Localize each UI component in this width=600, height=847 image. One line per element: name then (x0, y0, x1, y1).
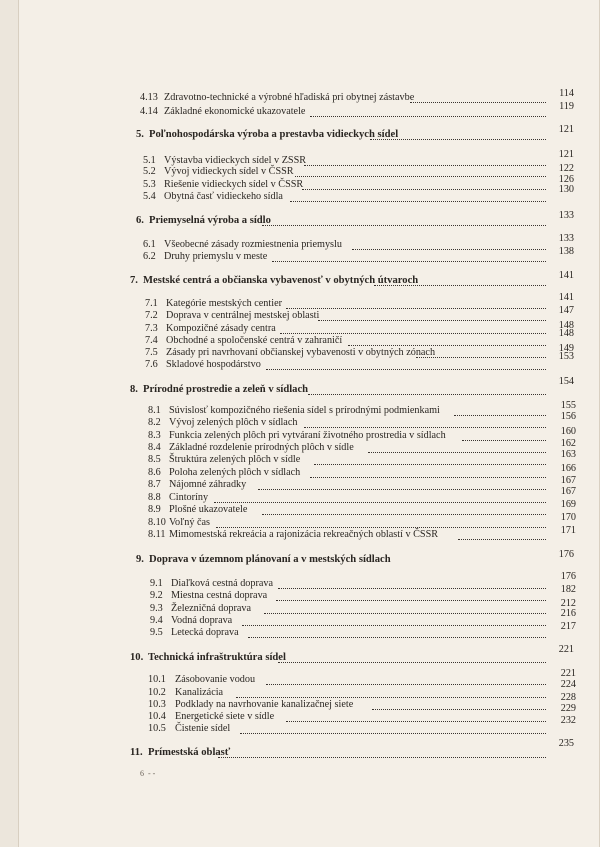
toc-dot-leader (295, 170, 546, 177)
toc-entry-title: Vodná doprava (171, 615, 233, 626)
toc-dot-leader (372, 703, 546, 710)
toc-entry-page: 133 (558, 233, 574, 244)
toc-dot-leader (236, 691, 546, 698)
toc-chapter-row (18, 738, 600, 760)
toc-dot-leader (416, 351, 546, 358)
toc-entry-number: 8.4 (148, 442, 161, 453)
page-number (136, 765, 155, 781)
toc-dot-leader (352, 243, 546, 250)
toc-entry-number: 10.1 (148, 674, 166, 685)
toc-entry-number: 11. (130, 747, 143, 758)
toc-entry-title: Kompozičné zásady centra (166, 323, 276, 334)
toc-entry-title: Železničná doprava (171, 603, 252, 614)
toc-entry-title: Mestské centrá a občianska vybavenosť v obytných útvaroch (143, 275, 419, 286)
toc-entry-title: Poľnohospodárska výroba a prestavba vidieckych sídel (149, 129, 399, 140)
toc-entry-page: 228 (560, 692, 576, 703)
toc-entry-page: 171 (560, 525, 576, 536)
toc-entry-page: 155 (560, 400, 576, 411)
toc-entry-page: 153 (558, 351, 574, 362)
toc-entry-number: 6.2 (143, 251, 156, 262)
toc-section-row (18, 499, 600, 517)
toc-entry-page: 149 (558, 343, 574, 354)
toc-entry-page: 154 (558, 376, 574, 387)
toc-entry-page: 232 (560, 715, 576, 726)
toc-entry-title: Zdravotno-technické a výrobné hľadiská pri obytnej zástavbe (164, 92, 415, 103)
book-page (18, 0, 600, 847)
toc-section-row (18, 305, 600, 323)
toc-entry-title: Všeobecné zásady rozmiestnenia priemyslu (164, 239, 342, 250)
toc-dot-leader (454, 409, 546, 416)
toc-dot-leader (272, 255, 546, 262)
toc-entry-title: Obchodné a spoločenské centrá v zahraničí (166, 335, 343, 346)
toc-entry-page: 141 (558, 292, 574, 303)
toc-chapter-row (18, 270, 600, 288)
toc-dot-leader (310, 110, 546, 117)
toc-entry-number: 9.2 (150, 590, 163, 601)
toc-entry-number: 8.5 (148, 454, 161, 465)
toc-section-row (18, 101, 600, 119)
toc-entry-page: 176 (558, 549, 574, 560)
toc-entry-page: 147 (558, 305, 574, 316)
toc-entry-number: 9. (136, 554, 144, 565)
toc-entry-page: 126 (558, 174, 574, 185)
toc-dot-leader (218, 751, 546, 758)
toc-dot-leader (266, 363, 546, 370)
toc-dot-leader (214, 496, 546, 503)
toc-entry-page: 176 (560, 571, 576, 582)
toc-entry-page: 148 (558, 328, 574, 339)
toc-entry-title: Mimomestská rekreácia a rajonizácia rekreačných oblastí v ČSSR (169, 529, 439, 540)
toc-entry-title: Nájomné záhradky (169, 479, 247, 490)
toc-entry-page: 217 (560, 621, 576, 632)
toc-entry-number: 4.14 (140, 106, 158, 117)
toc-entry-title: Doprava v územnom plánovaní a v mestských sídlach (149, 554, 391, 565)
toc-entry-title: Základné ekonomické ukazovatele (164, 106, 306, 117)
toc-entry-number: 8.9 (148, 504, 161, 515)
toc-entry-title: Energetické siete v sídle (175, 711, 275, 722)
toc-entry-page: 121 (558, 124, 574, 135)
toc-section-row (18, 449, 600, 467)
toc-entry-page: 130 (558, 184, 574, 195)
toc-entry-page: 221 (558, 644, 574, 655)
toc-entry-number: 6.1 (143, 239, 156, 250)
toc-dot-leader (290, 195, 546, 202)
toc-dot-leader (310, 471, 546, 478)
toc-entry-title: Prírodné prostredie a zeleň v sídlach (143, 384, 309, 395)
toc-entry-page: 229 (560, 703, 576, 714)
toc-entry-page: 235 (558, 738, 574, 749)
toc-section-row (18, 411, 600, 430)
toc-dot-leader (368, 446, 546, 453)
toc-entry-number: 9.4 (150, 615, 163, 626)
toc-section-row (18, 88, 600, 105)
toc-entry-number: 8.2 (148, 417, 161, 428)
toc-entry-title: Podklady na navrhovanie kanalizačnej siete (175, 699, 354, 710)
toc-dot-leader (304, 421, 546, 428)
toc-entry-number: 8.3 (148, 430, 161, 441)
toc-dot-leader (262, 508, 546, 515)
toc-entry-title: Priemyselná výroba a sídlo (149, 215, 271, 226)
toc-dot-leader (278, 656, 546, 663)
toc-entry-title: Riešenie vidieckych sídel v ČSSR (164, 179, 304, 190)
toc-chapter-row (18, 644, 600, 665)
toc-entry-number: 7.3 (145, 323, 158, 334)
toc-entry-page: 216 (560, 608, 576, 619)
toc-entry-number: 5.1 (143, 155, 156, 166)
toc-dot-leader (458, 533, 546, 540)
toc-section-row (18, 584, 600, 603)
toc-entry-number: 7.4 (145, 335, 158, 346)
toc-entry-number: 10. (130, 652, 144, 663)
toc-entry-title: Diaľková cestná doprava (171, 578, 274, 589)
toc-entry-number: 6. (136, 215, 144, 226)
toc-entry-title: Skladové hospodárstvo (166, 359, 261, 370)
toc-dot-leader (242, 619, 546, 626)
toc-entry-number: 8.10 (148, 517, 166, 528)
toc-entry-title: Zásady pri navrhovaní občianskej vybavenosti v obytných zónach (166, 347, 436, 358)
toc-entry-title: Výstavba vidieckych sídel v ZSSR (164, 155, 307, 166)
toc-entry-page: 141 (558, 270, 574, 281)
toc-entry-number: 9.1 (150, 578, 163, 589)
toc-entry-number: 9.5 (150, 627, 163, 638)
toc-dot-leader (266, 678, 546, 685)
toc-section-row (18, 668, 600, 687)
toc-chapter-row (18, 549, 600, 567)
toc-entry-number: 5.2 (143, 166, 156, 177)
toc-dot-leader (374, 279, 546, 286)
toc-entry-number: 10.5 (148, 723, 166, 734)
toc-dot-leader (262, 219, 546, 226)
toc-entry-page: 162 (560, 438, 576, 449)
toc-entry-title: Plošné ukazovatele (169, 504, 248, 515)
toc-entry-number: 7.1 (145, 298, 158, 309)
toc-entry-number: 8. (130, 384, 138, 395)
toc-entry-title: Voľný čas (169, 517, 211, 528)
toc-entry-number: 8.7 (148, 479, 161, 490)
toc-entry-number: 7.6 (145, 359, 158, 370)
toc-dot-leader (286, 302, 546, 309)
toc-entry-page: 122 (558, 163, 574, 174)
toc-entry-number: 7.2 (145, 310, 158, 321)
toc-dot-leader (410, 96, 546, 103)
toc-entry-number: 10.3 (148, 699, 166, 710)
toc-entry-title: Miestna cestná doprava (171, 590, 268, 601)
toc-chapter-row (18, 124, 600, 142)
toc-entry-number: 5.4 (143, 191, 156, 202)
toc-entry-page: 224 (560, 679, 576, 690)
toc-entry-number: 5. (136, 129, 144, 140)
toc-entry-number: 7.5 (145, 347, 158, 358)
toc-entry-page: 114 (559, 88, 574, 99)
toc-entry-page: 167 (560, 475, 576, 486)
toc-dot-leader (370, 133, 546, 140)
toc-dot-leader (258, 483, 546, 490)
toc-dot-leader (216, 521, 546, 528)
toc-dot-leader (240, 727, 546, 734)
toc-entry-page: 169 (560, 499, 576, 510)
toc-entry-number: 8.8 (148, 492, 161, 503)
page-number-mark: - - (148, 769, 156, 778)
toc-dot-leader (302, 183, 546, 190)
toc-entry-page: 163 (560, 449, 576, 460)
toc-entry-title: Prímestská oblasť (148, 747, 231, 758)
toc-dot-leader (276, 594, 546, 601)
toc-entry-number: 4.13 (140, 92, 158, 103)
toc-entry-page: 160 (560, 426, 576, 437)
toc-entry-number: 10.4 (148, 711, 166, 722)
toc-entry-page: 133 (558, 210, 574, 221)
toc-entry-number: 5.3 (143, 179, 156, 190)
toc-dot-leader (348, 339, 546, 346)
toc-entry-title: Čistenie sídel (175, 723, 231, 734)
toc-entry-number: 8.11 (148, 529, 166, 540)
toc-entry-title: Vývoj zelených plôch v sídlach (169, 417, 298, 428)
table-of-contents (18, 0, 600, 847)
toc-entry-title: Súvislosť kompozičného riešenia sídel s prírodnými podmienkami (169, 405, 440, 416)
toc-entry-title: Obytná časť vidieckeho sídla (164, 191, 283, 202)
toc-section-row (18, 475, 600, 492)
toc-section-row (18, 246, 600, 264)
toc-entry-page: 148 (558, 320, 574, 331)
toc-entry-title: Poloha zelených plôch v sídlach (169, 467, 301, 478)
toc-entry-page: 170 (560, 512, 576, 523)
toc-entry-title: Doprava v centrálnej mestskej oblasti (166, 310, 320, 321)
toc-entry-page: 212 (560, 598, 576, 609)
toc-section-row (18, 165, 600, 179)
toc-dot-leader (278, 582, 546, 589)
page-number-value: 6 (140, 769, 144, 778)
toc-entry-page: 138 (558, 246, 574, 257)
toc-dot-leader (248, 631, 546, 638)
toc-dot-leader (308, 388, 546, 395)
toc-entry-title: Funkcia zelených plôch pri vytváraní životného prostredia v sídlach (169, 430, 446, 441)
toc-entry-number: 8.6 (148, 467, 161, 478)
toc-entry-page: 166 (560, 463, 576, 474)
toc-section-row (18, 621, 600, 640)
toc-entry-number: 9.3 (150, 603, 163, 614)
toc-chapter-row (18, 376, 600, 397)
toc-dot-leader (286, 715, 546, 722)
toc-entry-title: Technická infraštruktúra sídel (148, 652, 286, 663)
toc-entry-page: 221 (560, 668, 576, 679)
toc-entry-title: Kanalizácia (175, 687, 224, 698)
toc-entry-title: Kategórie mestských centier (166, 298, 282, 309)
toc-entry-number: 7. (130, 275, 138, 286)
toc-entry-title: Letecká doprava (171, 627, 239, 638)
toc-dot-leader (280, 327, 546, 334)
toc-entry-title: Zásobovanie vodou (175, 674, 256, 685)
toc-entry-title: Cintoríny (169, 492, 209, 503)
toc-dot-leader (314, 458, 546, 465)
toc-entry-number: 10.2 (148, 687, 166, 698)
toc-entry-page: 182 (560, 584, 576, 595)
toc-entry-page: 121 (558, 149, 574, 160)
toc-section-row (18, 525, 600, 542)
toc-entry-page: 167 (560, 486, 576, 497)
toc-chapter-row (18, 210, 600, 228)
toc-entry-title: Vývoj vidieckych sídel v ČSSR (164, 166, 294, 177)
toc-entry-title: Štruktúra zelených plôch v sídle (169, 454, 301, 465)
toc-dot-leader (462, 434, 546, 441)
toc-entry-title: Druhy priemyslu v meste (164, 251, 268, 262)
toc-dot-leader (318, 314, 546, 321)
toc-dot-leader (264, 607, 546, 614)
toc-entry-number: 8.1 (148, 405, 161, 416)
toc-entry-page: 156 (560, 411, 576, 422)
toc-entry-title: Základné rozdelenie prírodných plôch v sídle (169, 442, 354, 453)
toc-entry-page: 119 (559, 101, 574, 112)
